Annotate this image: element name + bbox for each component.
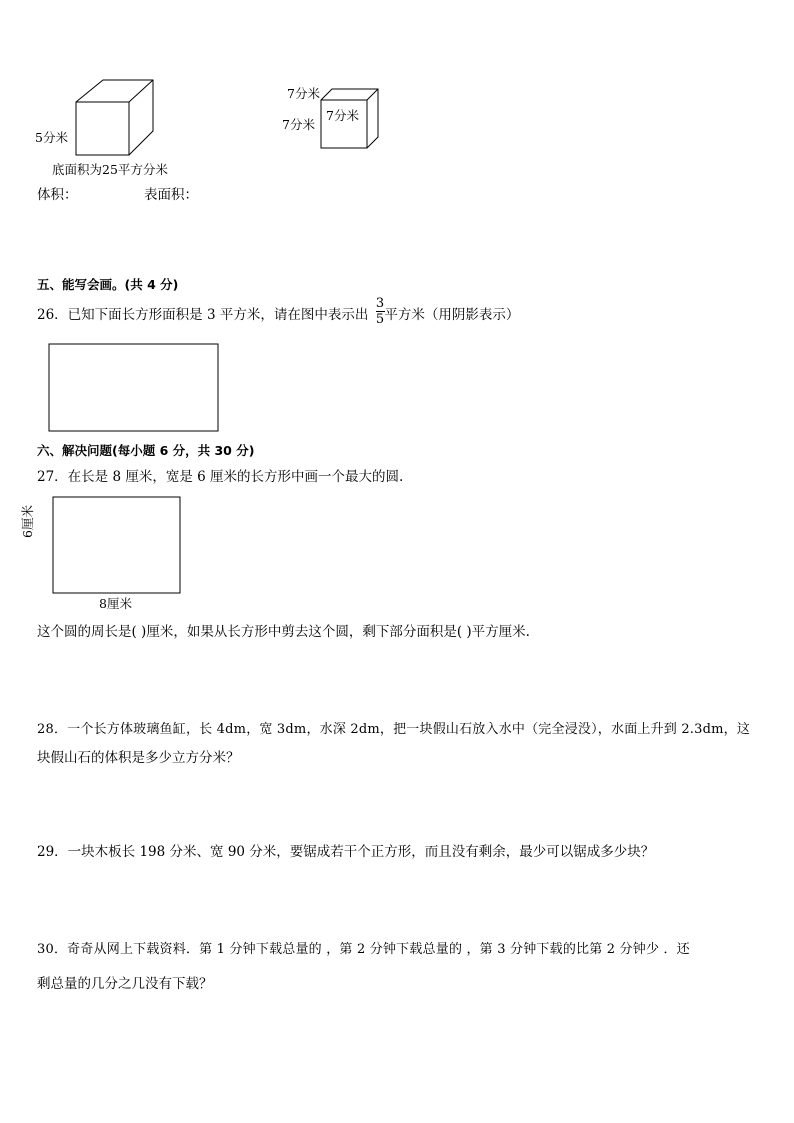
question-29: 29．一块木板长 198 分米、宽 90 分米，要锯成若干个正方形，而且没有剩余，最少可以锯成多少块？ bbox=[37, 844, 655, 860]
fraction-numerator: 3 bbox=[375, 296, 385, 311]
volume-label: 体积： bbox=[37, 187, 78, 203]
question-27: 27．在长是 8 厘米，宽是 6 厘米的长方形中画一个最大的圆. bbox=[37, 469, 404, 485]
question-30-line-1: 30．奇奇从网上下载资料．第 1 分钟下载总量的 ，第 2 分钟下载总量的 ，第 3 分钟下载的比第 2 分钟少 ．还 bbox=[37, 942, 690, 957]
rectangle-side-label: 6厘米 bbox=[20, 505, 35, 538]
question-28-line-2: 块假山石的体积是多少立方分米？ bbox=[37, 750, 240, 766]
cube2-front-label: 7分米 bbox=[326, 108, 359, 123]
question-27-answer: 这个圆的周长是( )厘米，如果从长方形中剪去这个圆，剩下部分面积是( )平方厘米. bbox=[37, 624, 530, 640]
question-28-line-1: 28．一个长方体玻璃鱼缸，长 4dm，宽 3dm，水深 2dm，把一块假山石放入水中（完全浸没），水面上升到 2.3dm，这 bbox=[37, 722, 751, 737]
surface-area-label: 表面积： bbox=[144, 187, 198, 203]
cube1-base-label: 底面积为25平方分米 bbox=[52, 162, 168, 177]
question-26-text-before: 26．已知下面长方形面积是 3 平方米，请在图中表示出 bbox=[37, 307, 369, 323]
question-26-text-after: 平方米（用阴影表示） bbox=[384, 307, 520, 323]
cube1-height-label: 5分米 bbox=[35, 130, 68, 145]
cube2-top-label: 7分米 bbox=[287, 86, 320, 101]
section-6-title: 六、解决问题(每小题 6 分，共 30 分) bbox=[37, 443, 255, 458]
cube2-left-label: 7分米 bbox=[282, 117, 315, 132]
fraction-denominator: 5 bbox=[375, 312, 385, 327]
section-5-title: 五、能写会画。(共 4 分) bbox=[37, 277, 179, 292]
rectangle-bottom-label: 8厘米 bbox=[99, 596, 132, 611]
question-30-line-2: 剩总量的几分之几没有下载？ bbox=[37, 976, 213, 992]
